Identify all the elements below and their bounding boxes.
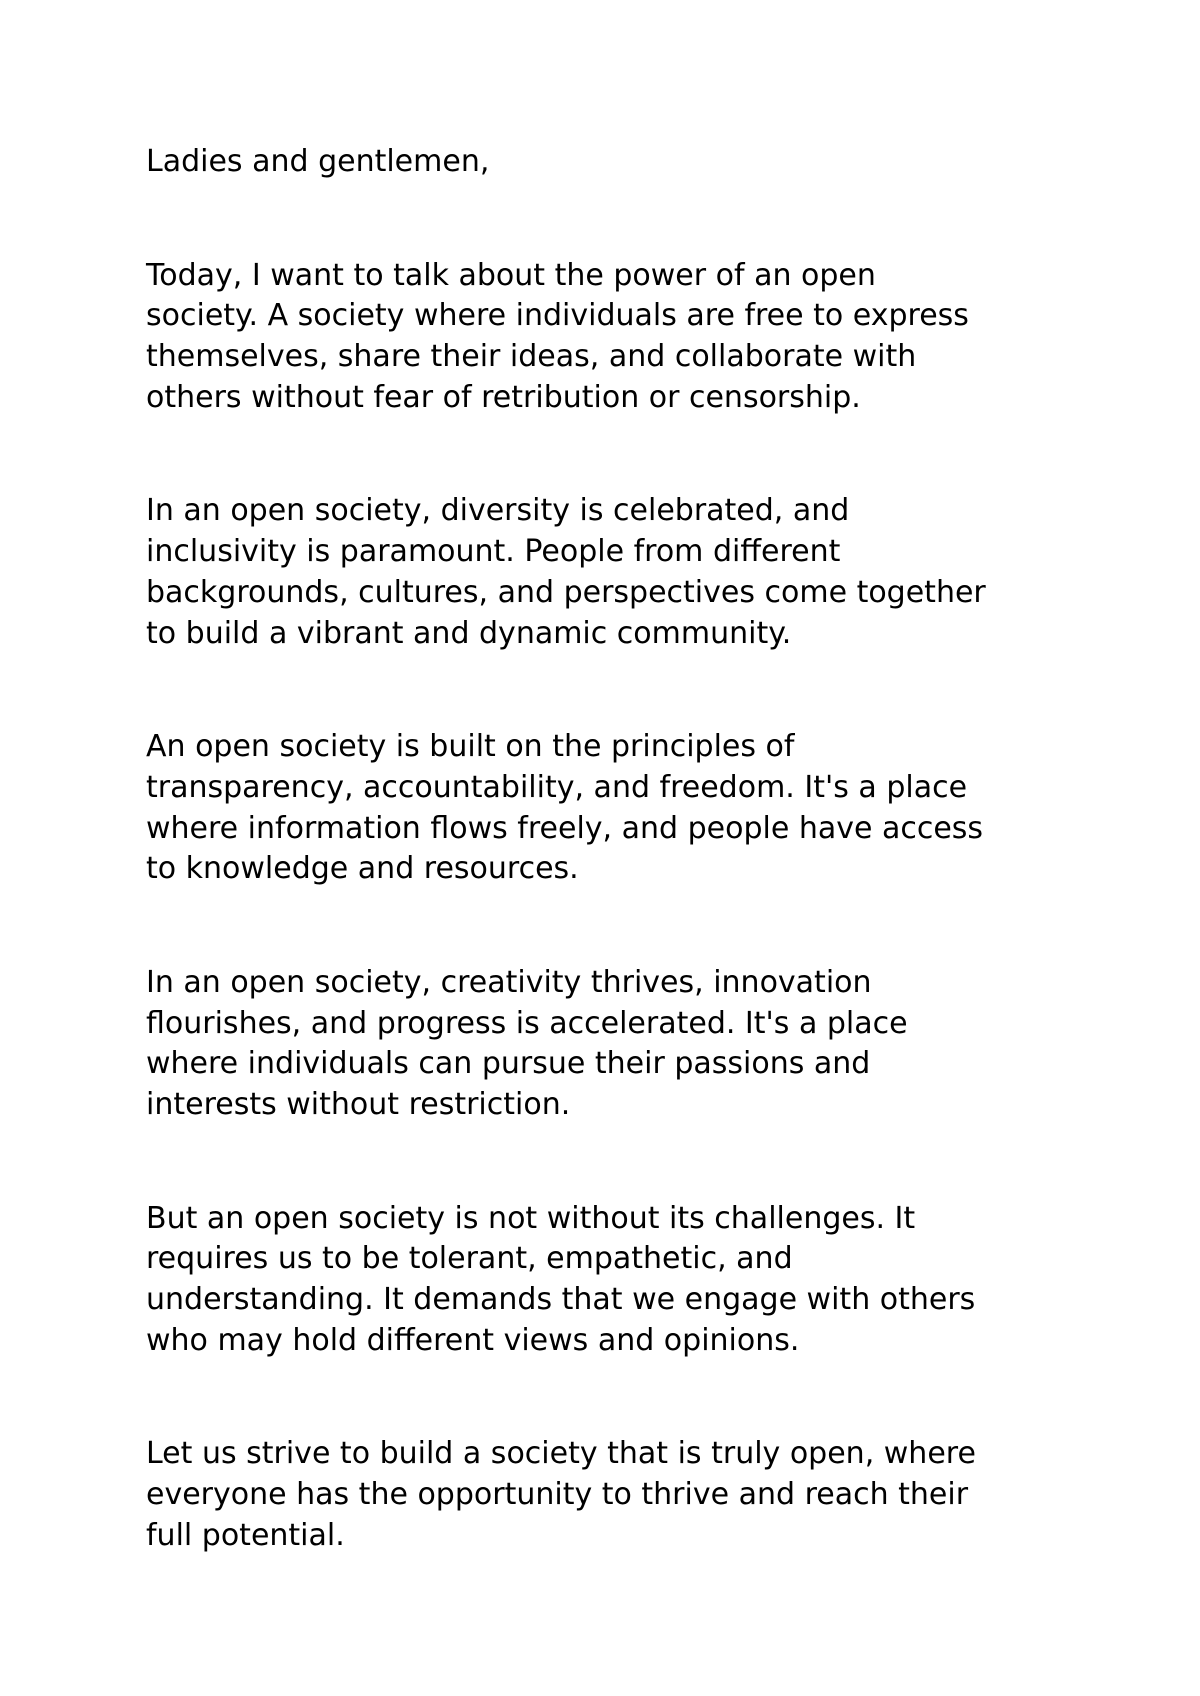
text-line: to build a vibrant and dynamic community. <box>146 615 792 651</box>
paragraph-intro <box>146 256 1086 419</box>
paragraph-conclusion <box>146 1434 1086 1556</box>
text-line: full potential. <box>146 1517 345 1553</box>
text-line: requires us to be tolerant, empathetic, and <box>146 1241 793 1277</box>
text-line: others without fear of retribution or censorship. <box>146 379 861 415</box>
text-line: In an open society, diversity is celebrated, and <box>146 493 850 529</box>
text-line: In an open society, creativity thrives, innovation <box>146 964 872 1000</box>
text-line: Let us strive to build a society that is truly open, where <box>146 1436 976 1472</box>
text-line: where information flows freely, and people have access <box>146 810 984 846</box>
text-line: everyone has the opportunity to thrive and reach their <box>146 1477 969 1513</box>
text-line: transparency, accountability, and freedom. It's a place <box>146 769 968 805</box>
paragraph-creativity <box>146 963 1086 1126</box>
paragraph-challenges <box>146 1199 1086 1362</box>
text-line: society. A society where individuals are free to express <box>146 298 969 334</box>
text-line: flourishes, and progress is accelerated. It's a place <box>146 1005 908 1041</box>
text-line: themselves, share their ideas, and collaborate with <box>146 339 917 375</box>
text-line: Today, I want to talk about the power of an open <box>146 257 876 293</box>
paragraph-principles <box>146 727 1086 890</box>
text-line: inclusivity is paramount. People from different <box>146 534 841 570</box>
text-line: to knowledge and resources. <box>146 851 579 887</box>
document-body <box>146 142 1086 1630</box>
text-line: backgrounds, cultures, and perspectives come together <box>146 574 986 610</box>
text-line: understanding. It demands that we engage with others <box>146 1282 976 1318</box>
text-line: Ladies and gentlemen, <box>146 144 490 179</box>
text-line: who may hold different views and opinions. <box>146 1322 800 1358</box>
text-line: where individuals can pursue their passions and <box>146 1046 871 1082</box>
paragraph-greeting <box>146 142 1086 183</box>
text-line: interests without restriction. <box>146 1087 571 1122</box>
text-line: An open society is built on the principles of <box>146 729 795 765</box>
text-line: But an open society is not without its challenges. It <box>146 1200 916 1236</box>
paragraph-diversity <box>146 491 1086 654</box>
